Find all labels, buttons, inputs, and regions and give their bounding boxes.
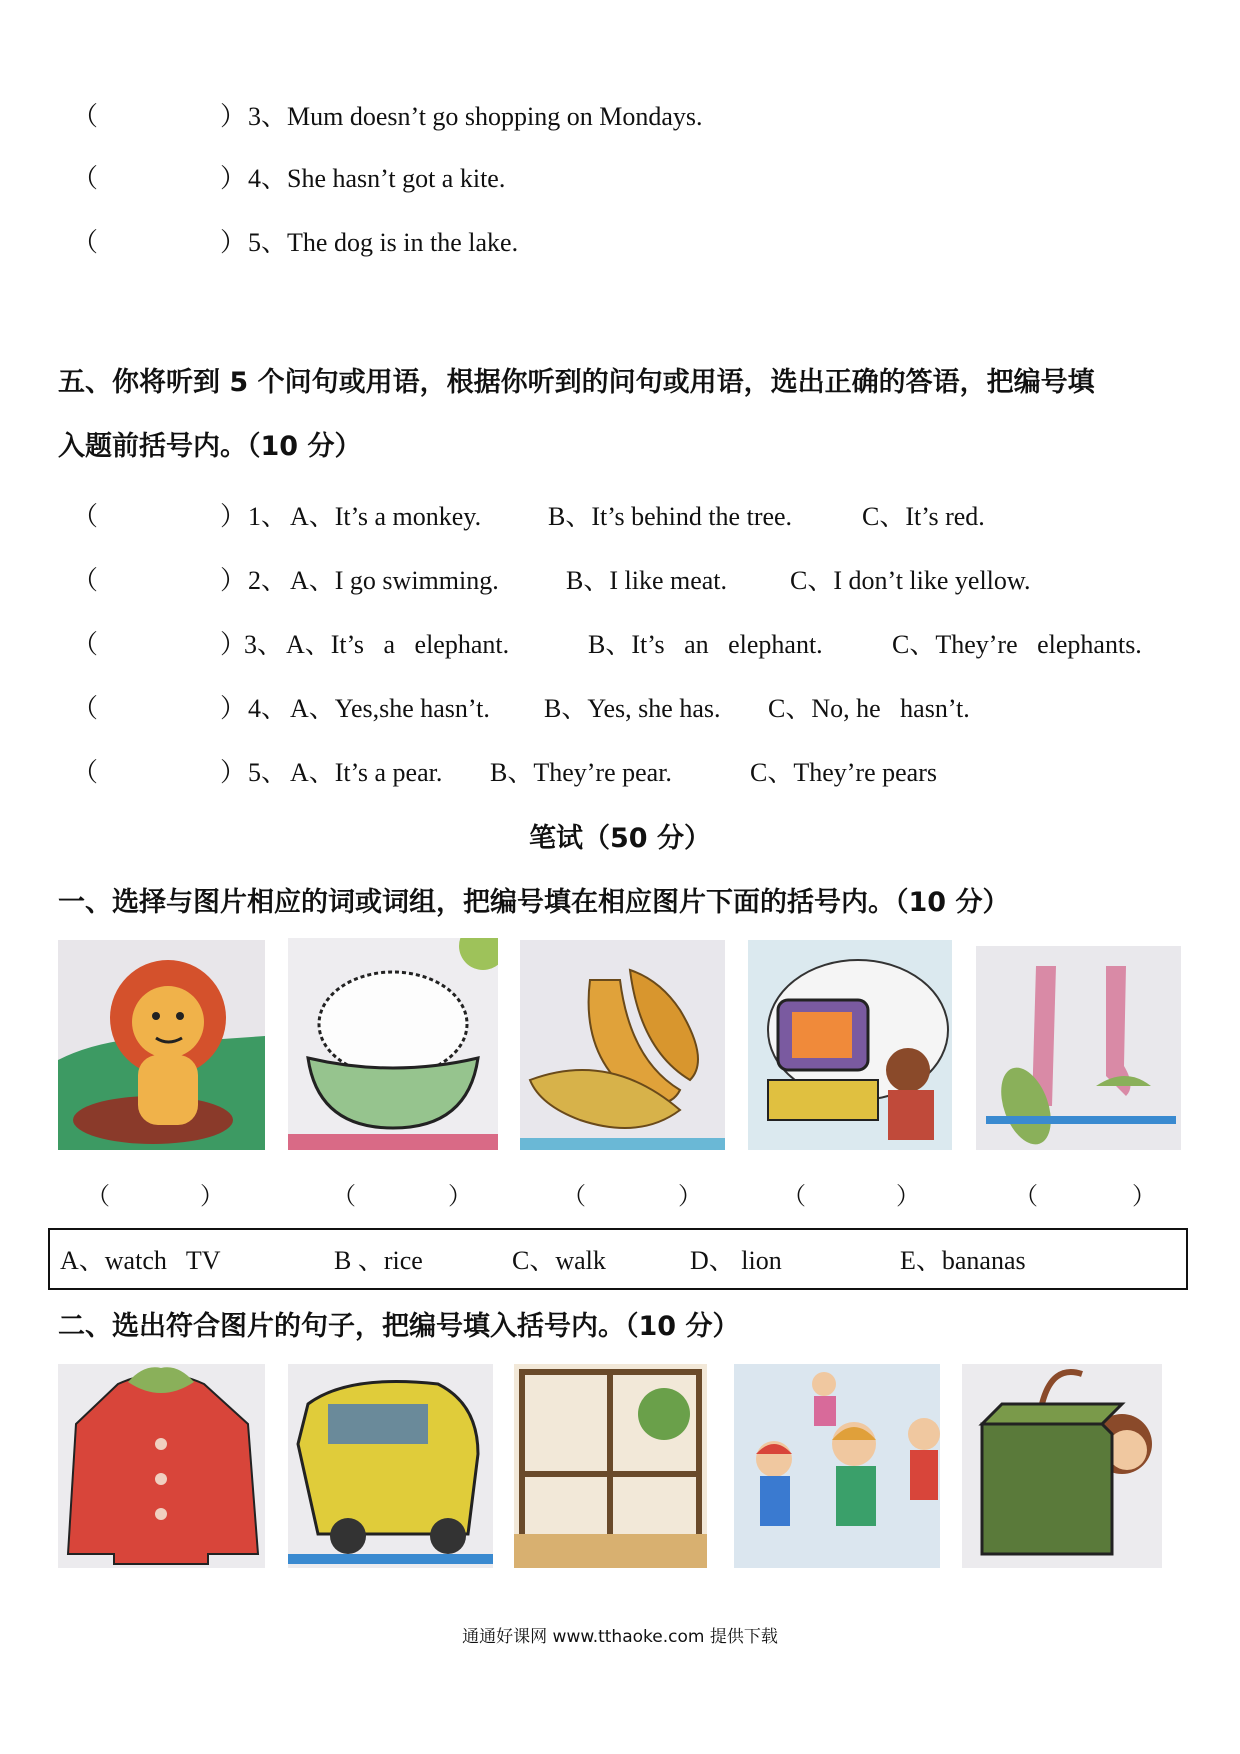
answer-paren-open: （ — [72, 630, 99, 659]
answer-paren-close: ） — [220, 164, 247, 193]
window-picture — [514, 1364, 707, 1568]
bracket-close: ） — [200, 1184, 224, 1210]
footer-credit: 通通好课网 www.tthaoke.com 提供下载 — [462, 1627, 778, 1647]
written-one-heading: 一、选择与图片相应的词或词组，把编号填在相应图片下面的括号内。（10 分） — [58, 887, 1010, 918]
answer-paren-open: （ — [72, 502, 99, 531]
answer-paren-close: ） — [220, 102, 247, 131]
bracket-close: ） — [896, 1184, 920, 1210]
bracket-open: （ — [86, 1184, 110, 1210]
option-b: B、It’s behind the tree. — [548, 502, 793, 531]
bracket-open: （ — [332, 1184, 356, 1210]
option-b: B、Yes, she has. — [544, 694, 721, 723]
bracket-close: ） — [448, 1184, 472, 1210]
bracket-open: （ — [1014, 1184, 1038, 1210]
part-five-heading-line1: 五、你将听到 5 个问句或用语，根据你听到的问句或用语，选出正确的答语，把编号填 — [58, 367, 1095, 398]
watch-tv-picture — [748, 940, 952, 1150]
lion-picture — [58, 940, 265, 1150]
option-a: A、It’s a elephant. — [286, 630, 510, 659]
option-b: B、I like meat. — [566, 566, 728, 595]
option-c: C、They’re pears — [750, 758, 937, 787]
word-option-b: B 、rice — [334, 1246, 423, 1275]
word-option-d: D、 lion — [690, 1246, 782, 1275]
bracket-close: ） — [1132, 1184, 1156, 1210]
answer-paren-close: ） — [220, 566, 247, 595]
answer-paren-open: （ — [72, 228, 99, 257]
bracket-open: （ — [562, 1184, 586, 1210]
option-a: A、I go swimming. — [290, 566, 499, 595]
answer-paren-open: （ — [72, 694, 99, 723]
option-c: C、It’s red. — [862, 502, 985, 531]
written-two-heading: 二、选出符合图片的句子，把编号填入括号内。（10 分） — [58, 1311, 740, 1342]
option-b: B、It’s an elephant. — [588, 630, 823, 659]
question-item: 3、Mum doesn’t go shopping on Mondays. — [248, 102, 703, 131]
option-a: A、Yes,she hasn’t. — [290, 694, 490, 723]
answer-paren-close: ） — [220, 502, 247, 531]
part-five-heading-line2: 入题前括号内。（10 分） — [58, 431, 362, 462]
answer-paren-close: ） — [220, 228, 247, 257]
option-a: A、It’s a monkey. — [290, 502, 482, 531]
answer-paren-close: ） — [220, 694, 247, 723]
written-test-title: 笔试（50 分） — [529, 823, 711, 854]
question-item: 4、She hasn’t got a kite. — [248, 164, 506, 193]
rice-bowl-picture — [288, 938, 498, 1150]
option-b: B、They’re pear. — [490, 758, 672, 787]
bananas-picture — [520, 940, 725, 1150]
skating-children-picture — [734, 1364, 940, 1568]
answer-paren-close: ） — [220, 630, 247, 659]
option-a: A、It’s a pear. — [290, 758, 443, 787]
word-option-a: A、watch TV — [60, 1246, 221, 1275]
word-option-e: E、bananas — [900, 1246, 1026, 1275]
question-number: 4、 — [248, 694, 288, 723]
word-option-c: C、walk — [512, 1246, 606, 1275]
option-c: C、I don’t like yellow. — [790, 566, 1031, 595]
question-number: 1、 — [248, 502, 288, 531]
bracket-close: ） — [678, 1184, 702, 1210]
answer-paren-close: ） — [220, 758, 247, 787]
question-item: 5、The dog is in the lake. — [248, 228, 519, 257]
option-c: C、They’re elephants. — [892, 630, 1142, 659]
option-c: C、No, he hasn’t. — [768, 694, 970, 723]
bracket-open: （ — [782, 1184, 806, 1210]
walk-legs-picture — [976, 946, 1181, 1150]
answer-paren-open: （ — [72, 758, 99, 787]
monkey-behind-box-picture — [962, 1364, 1162, 1568]
answer-paren-open: （ — [72, 164, 99, 193]
question-number: 5、 — [248, 758, 288, 787]
question-number: 2、 — [248, 566, 288, 595]
bus-picture — [288, 1364, 493, 1568]
answer-paren-open: （ — [72, 566, 99, 595]
answer-paren-open: （ — [72, 102, 99, 131]
coat-picture — [58, 1364, 265, 1568]
question-number: 3、 — [244, 630, 284, 659]
